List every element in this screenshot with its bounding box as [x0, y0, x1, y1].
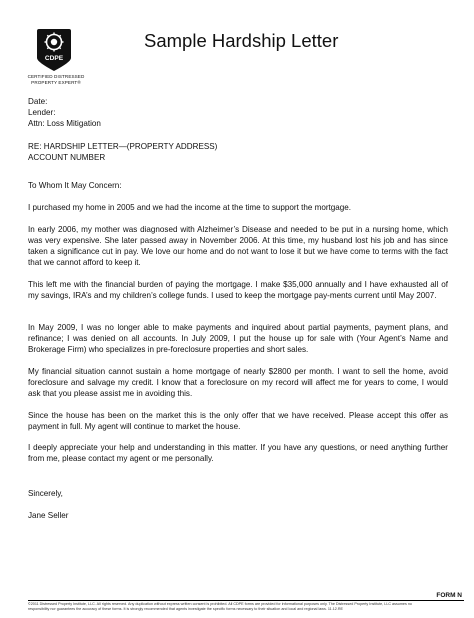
signature-name: Jane Seller — [28, 511, 69, 520]
logo-mark-text: CDPE — [44, 55, 64, 62]
paragraph-3: This left me with the financial burden of paying the mortgage. I make $35,000 annually and I have exhausted all of my savings, IRA’s and my children’s college funds. I used to keep the mortgage pay-ments current until May 2007. — [28, 280, 448, 300]
paragraph-4: In May 2009, I was no longer able to make payments and inquired about partial payments, payment plans, and refinance; I was denied on all accounts. In July 2009, I put the house up for sale with (Your Agent’s Name and Brokerage Firm) who specializes in pre-foreclosure properties and short sales. — [28, 323, 448, 354]
re-line: RE: HARDSHIP LETTER—(PROPERTY ADDRESS) — [28, 142, 218, 151]
logo-caption — [26, 74, 86, 85]
footer-disclaimer — [28, 602, 460, 612]
cdpe-logo — [36, 28, 72, 72]
date-field: Date: — [28, 97, 48, 106]
paragraph-1: I purchased my home in 2005 and we had the income at the time to support the mortgage. — [28, 203, 352, 212]
form-label: FORM N — [436, 592, 462, 599]
logo-caption-line-2: PROPERTY EXPERT — [31, 79, 78, 85]
lender-field: Lender: — [28, 108, 56, 117]
attn-field: Attn: Loss Mitigation — [28, 119, 101, 128]
footer-line-2: responsibility nor guarantees the accuracy of these forms. It is strongly recommended that agents investigate the specific forms necessary to their situation and local and regional laws. 11.12.RE — [28, 607, 343, 611]
header-fields — [28, 96, 448, 129]
closing: Sincerely, — [28, 489, 63, 498]
paragraph-2: In early 2006, my mother was diagnosed with Alzheimer’s Disease and needed to be put in a nursing home, which was very expensive. She later passed away in November 2006. At this time, my husband lost his job and has since taken a significance cut in pay. We love our home and do not want to lose it but we have come to terms with the fact that we cannot afford to keep it. — [28, 225, 448, 267]
page-title: Sample Hardship Letter — [144, 30, 339, 51]
paragraph-6: Since the house has been on the market this is the only offer that we have received. Please accept this offer as payment in full. My agent will continue to market the house. — [28, 411, 448, 431]
footer-line-1: ©2011 Distressed Property Institute, LLC. All rights reserved. Any duplication without express written consent is prohibited. All CDPE forms are provided for informational purposes only. The Distressed Property Institute, LLC assumes no — [28, 602, 412, 606]
account-number-line: ACCOUNT NUMBER — [28, 153, 106, 162]
logo-caption-line-1: CERTIFIED DISTRESSED — [27, 74, 85, 79]
paragraph-5: My financial situation cannot sustain a home mortgage of nearly $2800 per month. I want to sell the home, avoid foreclosure and salvage my credit. I know that a foreclosure on my record will affect me for years to come, I would ask that you please assist me in avoiding this. — [28, 367, 448, 398]
re-block — [28, 141, 448, 163]
footer-divider — [28, 600, 464, 601]
trademark-symbol: ® — [77, 79, 81, 85]
paragraph-7: I deeply appreciate your help and understanding in this matter. If you have any questions, or need anything further from me, please contact my agent or me personally. — [28, 443, 448, 463]
salutation: To Whom It May Concern: — [28, 181, 122, 190]
